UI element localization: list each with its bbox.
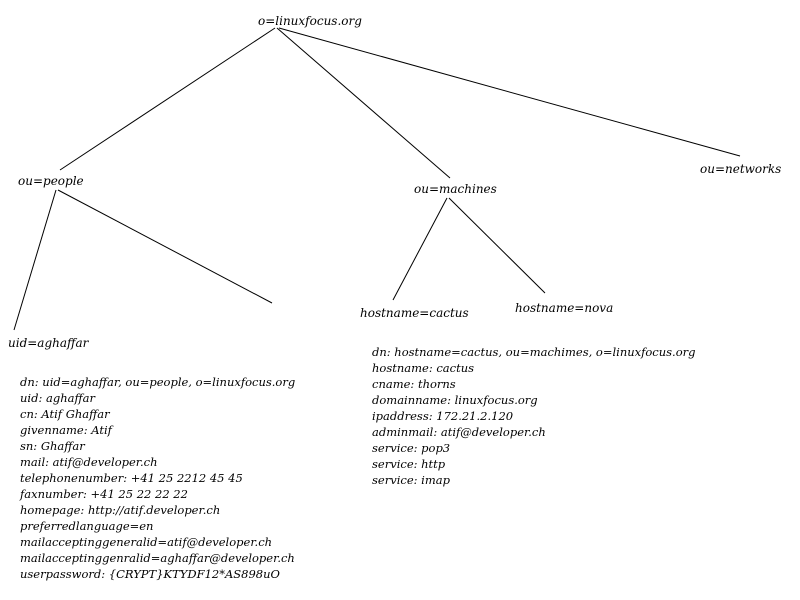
attr-line: preferredlanguage=en	[20, 519, 154, 533]
attr-line: cn: Atif Ghaffar	[20, 407, 110, 421]
attr-line: sn: Ghaffar	[20, 439, 85, 453]
edge-machines-cactus	[393, 198, 447, 300]
edge-root-networks	[279, 28, 740, 156]
attr-line: service: imap	[372, 473, 450, 487]
edge-group	[14, 28, 740, 330]
node-root: o=linuxfocus.org	[258, 14, 362, 28]
edge-people-second	[58, 190, 272, 303]
machine-entry-attributes	[372, 344, 696, 488]
attr-line: givenname: Atif	[20, 423, 112, 437]
attr-line: service: pop3	[372, 441, 451, 455]
edge-root-people	[60, 28, 275, 170]
person-entry-attributes	[20, 374, 295, 582]
attr-line: faxnumber: +41 25 22 22 22	[20, 487, 188, 501]
node-uid-aghaffar: uid=aghaffar	[8, 336, 89, 350]
node-ou-networks: ou=networks	[700, 162, 782, 176]
attr-line: telephonenumber: +41 25 2212 45 45	[20, 471, 243, 485]
edge-people-uid	[14, 190, 56, 330]
attr-line: ipaddress: 172.21.2.120	[372, 409, 514, 423]
attr-line: userpassword: {CRYPT}KTYDF12*AS898uO	[20, 567, 280, 581]
node-ou-machines: ou=machines	[414, 182, 497, 196]
attr-line: dn: hostname=cactus, ou=machimes, o=linuxfocus.org	[372, 345, 696, 359]
edge-machines-nova	[449, 198, 545, 293]
attr-line: mail: atif@developer.ch	[20, 455, 158, 469]
attr-line: homepage: http://atif.developer.ch	[20, 503, 221, 517]
attr-line: dn: uid=aghaffar, ou=people, o=linuxfocus.org	[20, 375, 296, 389]
node-ou-people: ou=people	[18, 174, 84, 188]
attr-line: domainname: linuxfocus.org	[372, 393, 538, 407]
attr-line: mailacceptinggenralid=aghaffar@developer.ch	[20, 551, 295, 565]
attr-line: mailacceptinggeneralid=atif@developer.ch	[20, 535, 273, 549]
attr-line: cname: thorns	[372, 377, 456, 391]
attr-line: uid: aghaffar	[20, 391, 95, 405]
node-hostname-nova: hostname=nova	[515, 301, 614, 315]
node-hostname-cactus: hostname=cactus	[360, 306, 469, 320]
attr-line: service: http	[372, 457, 446, 471]
edge-root-machines	[277, 28, 450, 178]
attr-line: adminmail: atif@developer.ch	[372, 425, 546, 439]
attr-line: hostname: cactus	[372, 361, 475, 375]
